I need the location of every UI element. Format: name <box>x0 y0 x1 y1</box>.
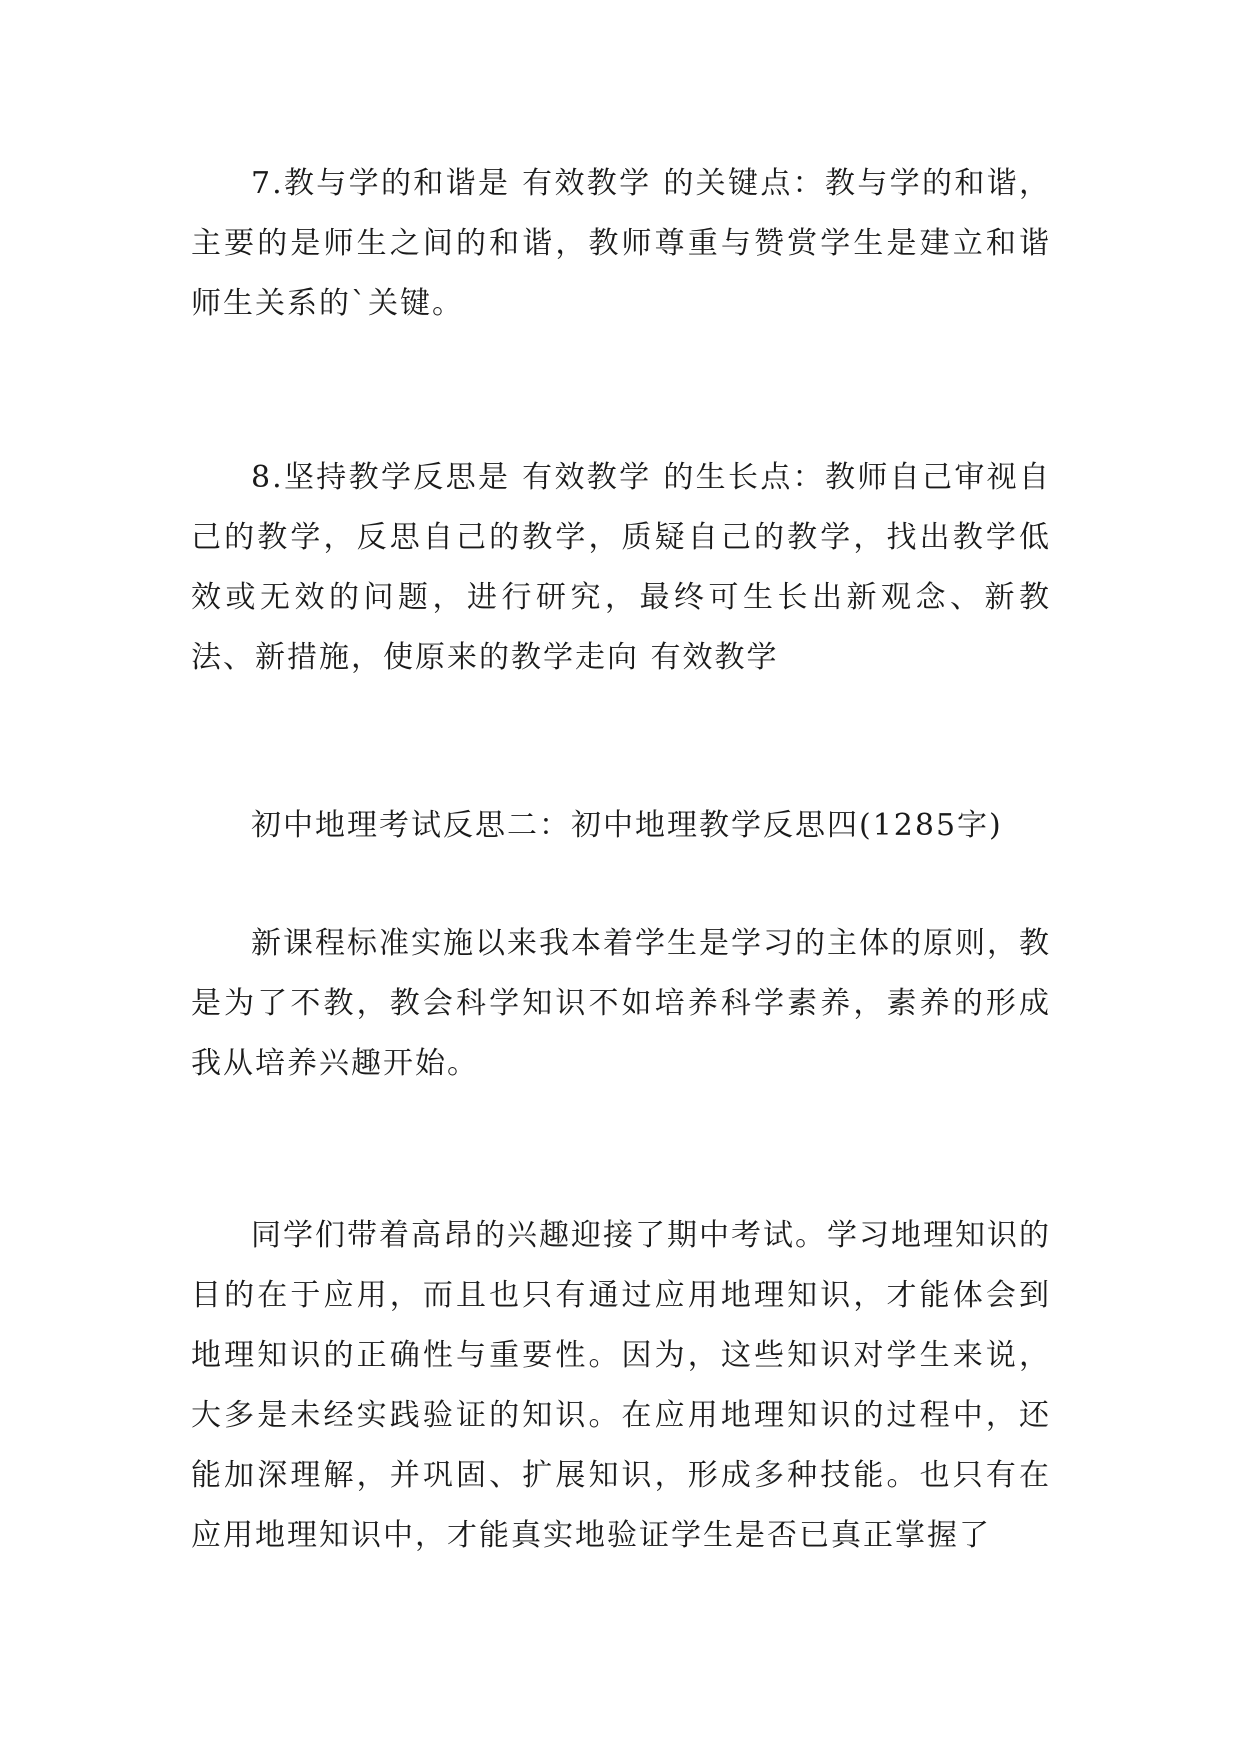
section-heading: 初中地理考试反思二：初中地理教学反思四(1285字) <box>251 808 1003 843</box>
paragraph-new-curriculum: 新课程标准实施以来我本着学生是学习的主体的原则，教是为了不教，教会科学知识不如培养科学素养，素养的形成我从培养兴趣开始。 <box>191 926 1051 1081</box>
paragraph-7-harmony: 7.教与学的和谐是 有效教学 的关键点：教与学的和谐，主要的是师生之间的和谐，教师尊重与赞赏学生是建立和谐师生关系的`关键。 <box>191 166 1051 321</box>
paragraph-midterm-exam: 同学们带着高昂的兴趣迎接了期中考试。学习地理知识的目的在于应用，而且也只有通过应用地理知识，才能体会到地理知识的正确性与重要性。因为，这些知识对学生来说，大多是未经实践验证的知识。在应用地理知识的过程中，还能加深理解，并巩固、扩展知识，形成多种技能。也只有在应用地理知识中，才能真实地验证学生是否已真正掌握了 <box>191 1218 1051 1553</box>
paragraph-8-reflection: 8.坚持教学反思是 有效教学 的生长点：教师自己审视自己的教学，反思自己的教学，质疑自己的教学，找出教学低效或无效的问题，进行研究，最终可生长出新观念、新教法、新措施，使原来的教学走向 有效教学 <box>191 460 1051 675</box>
